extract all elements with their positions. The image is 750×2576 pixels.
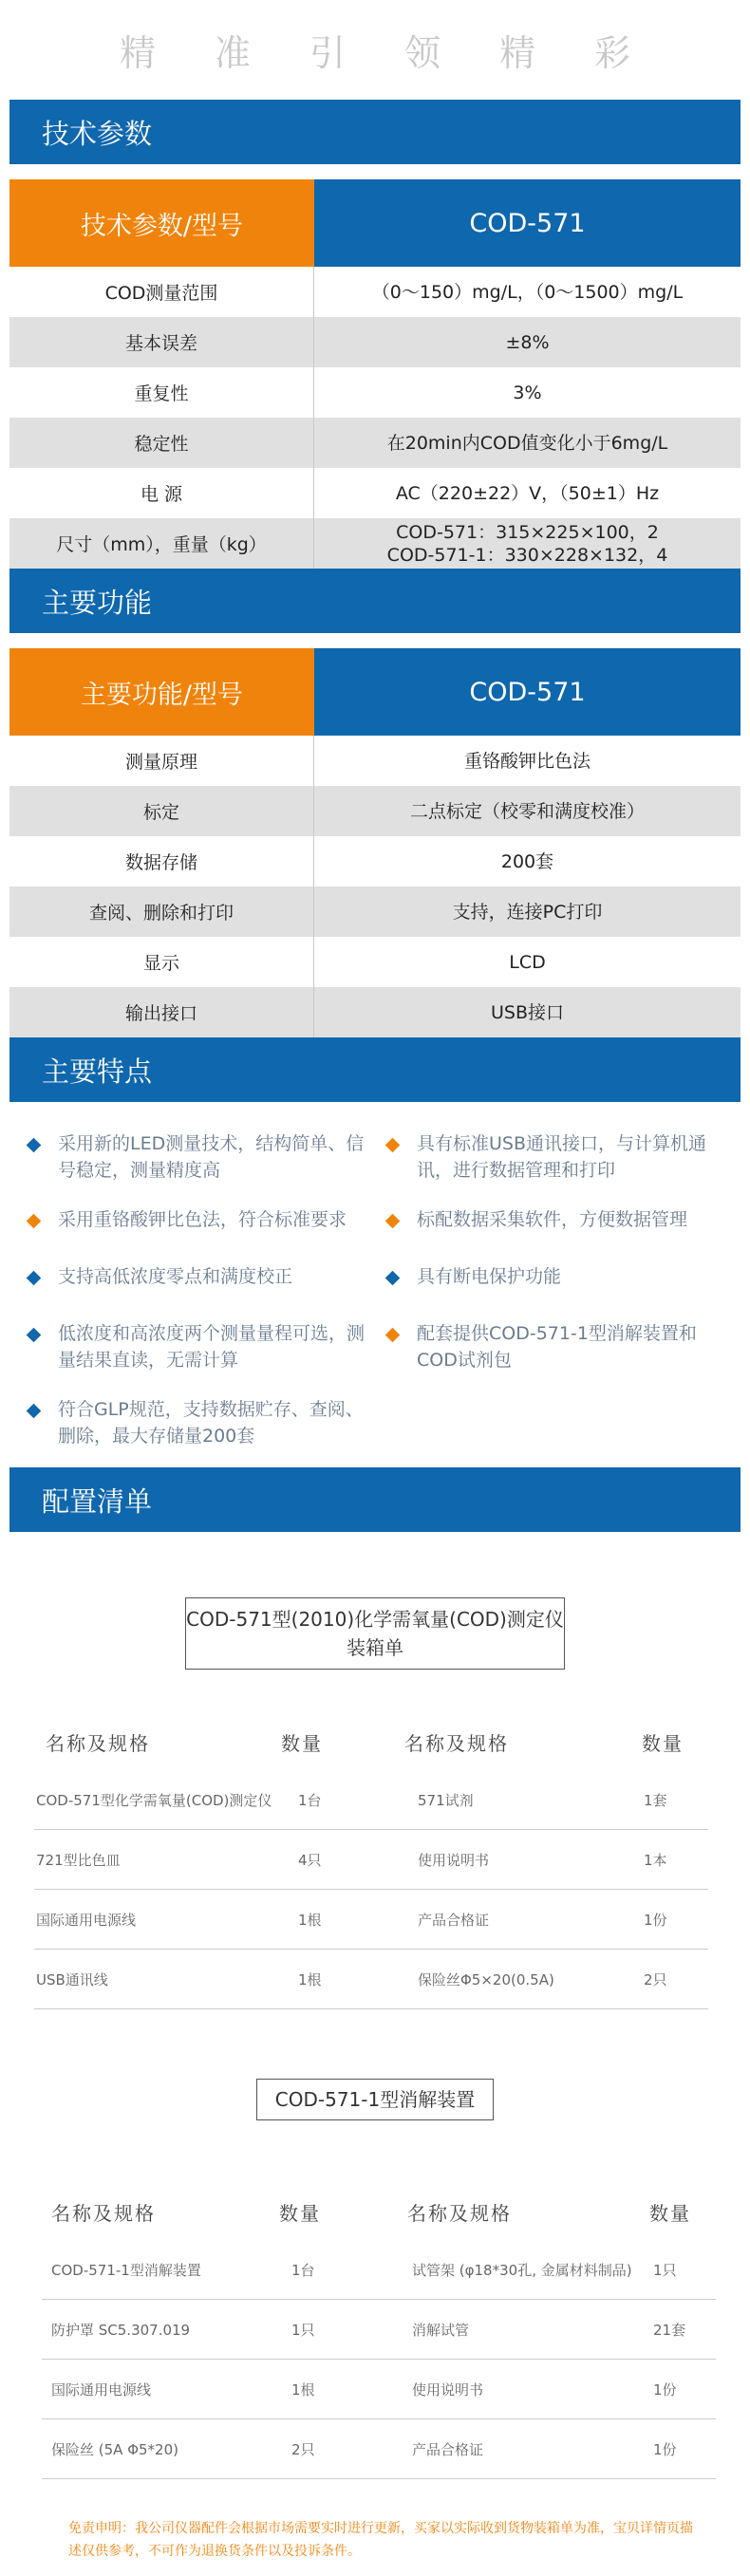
- column-header: 数量: [649, 2201, 691, 2225]
- spec-label: COD测量范围: [9, 267, 314, 317]
- feature-item: [28, 1130, 370, 1184]
- table-cell: 571试剂: [414, 1770, 642, 1830]
- spec-value: ±8%: [505, 331, 550, 353]
- column-header: 名称及规格: [404, 1731, 509, 1755]
- table-row: [34, 1830, 708, 1890]
- feature-item: [28, 1396, 370, 1449]
- feature-text: 具有断电保护功能: [417, 1266, 562, 1287]
- spec-value: AC（220±22）V，（50±1）Hz: [395, 482, 660, 504]
- table-cell: 4只: [283, 1830, 395, 1890]
- func-value: 重铬酸钾比色法: [463, 750, 591, 772]
- digestion-device-header: [42, 2183, 716, 2240]
- table-row: [42, 2419, 716, 2479]
- table-cell: 1本: [642, 1830, 708, 1890]
- table-cell: 721型比色皿: [34, 1830, 283, 1890]
- packing-list-title-line: 装箱单: [347, 1636, 403, 1659]
- table-cell: 1份: [649, 2360, 716, 2419]
- spec-value: 在20min内COD值变化小于6mg/L: [386, 432, 668, 454]
- table-cell: 试管架 (φ18*30孔, 金属材料制品): [412, 2240, 649, 2300]
- column-header: 数量: [642, 1731, 684, 1755]
- diamond-bullet-icon: [27, 1214, 42, 1229]
- func-label: 输出接口: [9, 987, 314, 1037]
- table-cell: 国际通用电源线: [42, 2360, 279, 2419]
- func-row: [9, 836, 741, 887]
- column-header: 名称及规格: [51, 2201, 156, 2225]
- table-cell: 1台: [283, 1770, 395, 1830]
- func-value: 支持，连接PC打印: [452, 901, 603, 923]
- table-cell: 1只: [279, 2300, 395, 2360]
- func-header-function: 主要功能/型号: [9, 648, 314, 736]
- spec-value: （0～150）mg/L，（0～1500）mg/L: [371, 281, 684, 303]
- spec-label: 电 源: [9, 468, 314, 518]
- func-label: 查阅、删除和打印: [9, 887, 314, 937]
- feature-text: 具有标准USB通讯接口，与计算机通讯，进行数据管理和打印: [417, 1133, 707, 1181]
- table-cell: 消解试管: [412, 2300, 649, 2360]
- table-cell: 防护罩 SC5.307.019: [42, 2300, 279, 2360]
- spec-header-model: COD-571: [314, 179, 741, 267]
- table-cell: 1台: [279, 2240, 395, 2300]
- func-value: 200套: [500, 850, 554, 872]
- func-value: USB接口: [490, 1001, 564, 1023]
- table-row: [42, 2300, 716, 2360]
- feature-item: [28, 1206, 370, 1233]
- table-cell: 1根: [283, 1890, 395, 1950]
- table-cell: 1套: [642, 1770, 708, 1830]
- func-row: [9, 937, 741, 987]
- table-cell: 2只: [642, 1950, 708, 2009]
- func-row: [9, 786, 741, 836]
- packing-list-header: [34, 1713, 708, 1770]
- column-header: 数量: [281, 1731, 323, 1755]
- func-row: [9, 736, 741, 786]
- diamond-bullet-icon: [385, 1214, 401, 1229]
- slogan: 精准引领精彩: [119, 32, 689, 74]
- feature-item: [387, 1130, 729, 1184]
- spec-value-line: COD-571-1：330×228×132，4: [386, 544, 668, 566]
- table-row: [34, 1950, 708, 2009]
- feature-item: [28, 1263, 370, 1290]
- features-list: [0, 1102, 750, 1467]
- spec-header-param: 技术参数/型号: [9, 179, 314, 267]
- packing-list-title-line: COD-571型(2010)化学需氧量(COD)测定仪: [186, 1608, 564, 1631]
- diamond-bullet-icon: [27, 1404, 42, 1419]
- table-cell: 1份: [642, 1890, 708, 1950]
- packing-list-table: [34, 1713, 708, 2009]
- func-row: [9, 987, 741, 1037]
- table-cell: 国际通用电源线: [34, 1890, 283, 1950]
- table-cell: 1份: [649, 2419, 716, 2479]
- spec-value: [314, 518, 741, 569]
- feature-text: 标配数据采集软件，方便数据管理: [417, 1209, 688, 1230]
- table-cell: 1根: [283, 1950, 395, 2009]
- digestion-device-title: COD-571-1型消解装置: [256, 2079, 494, 2120]
- table-cell: 1只: [649, 2240, 716, 2300]
- table-row: [42, 2360, 716, 2419]
- spec-row: [9, 468, 741, 518]
- diamond-bullet-icon: [385, 1271, 401, 1286]
- column-header: 数量: [279, 2201, 321, 2225]
- spec-row: [9, 317, 741, 367]
- feature-item: [387, 1206, 729, 1233]
- spec-label: 基本误差: [9, 317, 314, 367]
- func-value: 二点标定（校零和满度校准）: [409, 800, 645, 822]
- func-label: 数据存储: [9, 836, 314, 887]
- spec-label: 重复性: [9, 367, 314, 418]
- table-cell: 保险丝Φ5×20(0.5A): [414, 1950, 642, 2009]
- func-label: 标定: [9, 786, 314, 836]
- table-cell: USB通讯线: [34, 1950, 283, 2009]
- spec-row: [9, 267, 741, 317]
- func-label: 测量原理: [9, 736, 314, 786]
- table-cell: 1根: [279, 2360, 395, 2419]
- feature-text: 符合GLP规范，支持数据贮存、查阅、删除，最大存储量200套: [58, 1399, 364, 1447]
- func-header-model: COD-571: [314, 648, 741, 736]
- func-table-header: [0, 648, 750, 736]
- func-row: [9, 887, 741, 937]
- section-title-tech: 技术参数: [9, 100, 741, 164]
- feature-text: 配套提供COD-571-1型消解装置和COD试剂包: [417, 1323, 697, 1371]
- table-cell: 产品合格证: [414, 1890, 642, 1950]
- feature-text: 采用新的LED测量技术，结构简单、信号稳定，测量精度高: [58, 1133, 365, 1181]
- spec-row: [9, 367, 741, 418]
- section-title-config: 配置清单: [9, 1467, 741, 1532]
- func-table: [9, 736, 741, 1037]
- feature-text: 支持高低浓度零点和满度校正: [58, 1266, 293, 1287]
- diamond-bullet-icon: [385, 1328, 401, 1343]
- table-cell: 2只: [279, 2419, 395, 2479]
- spec-table-header: [0, 179, 750, 267]
- feature-item: [28, 1320, 370, 1373]
- func-value: LCD: [509, 951, 546, 973]
- section-title-functions: 主要功能: [9, 569, 741, 633]
- spec-value: 3%: [513, 382, 542, 403]
- diamond-bullet-icon: [385, 1138, 401, 1153]
- table-cell: 使用说明书: [412, 2360, 649, 2419]
- table-cell: COD-571型化学需氧量(COD)测定仪: [34, 1770, 283, 1830]
- feature-text: 低浓度和高浓度两个测量量程可选，测量结果直读，无需计算: [58, 1323, 366, 1371]
- spec-label: 尺寸（mm），重量（kg）: [9, 518, 314, 569]
- table-cell: 保险丝 (5A Φ5*20): [42, 2419, 279, 2479]
- table-cell: 产品合格证: [412, 2419, 649, 2479]
- table-row: [34, 1770, 708, 1830]
- column-header: 名称及规格: [46, 1731, 150, 1755]
- table-row: [42, 2240, 716, 2300]
- spec-label: 稳定性: [9, 418, 314, 468]
- column-header: 名称及规格: [407, 2201, 512, 2225]
- packing-list-title: [185, 1597, 565, 1670]
- spec-value-line: COD-571：315×225×100，2: [396, 521, 659, 543]
- disclaimer-text: 免责申明：我公司仪器配件会根据市场需要实时进行更新，买家以实际收到货物装箱单为准，宝贝详情页描述仅供参考，不可作为退换货条件以及投诉条件。: [68, 2521, 693, 2559]
- table-cell: COD-571-1型消解装置: [42, 2240, 279, 2300]
- spec-table: [9, 267, 741, 569]
- diamond-bullet-icon: [27, 1271, 42, 1286]
- diamond-bullet-icon: [27, 1138, 42, 1153]
- feature-text: 采用重铬酸钾比色法，符合标准要求: [58, 1209, 347, 1230]
- digestion-device-table: [42, 2183, 716, 2479]
- feature-item: [387, 1320, 729, 1373]
- diamond-bullet-icon: [27, 1328, 42, 1343]
- feature-item: [387, 1263, 729, 1290]
- spec-row: [9, 518, 741, 569]
- section-title-features: 主要特点: [9, 1037, 741, 1102]
- func-label: 显示: [9, 937, 314, 987]
- spec-row: [9, 418, 741, 468]
- table-row: [34, 1890, 708, 1950]
- table-cell: 使用说明书: [414, 1830, 642, 1890]
- table-cell: 21套: [649, 2300, 716, 2360]
